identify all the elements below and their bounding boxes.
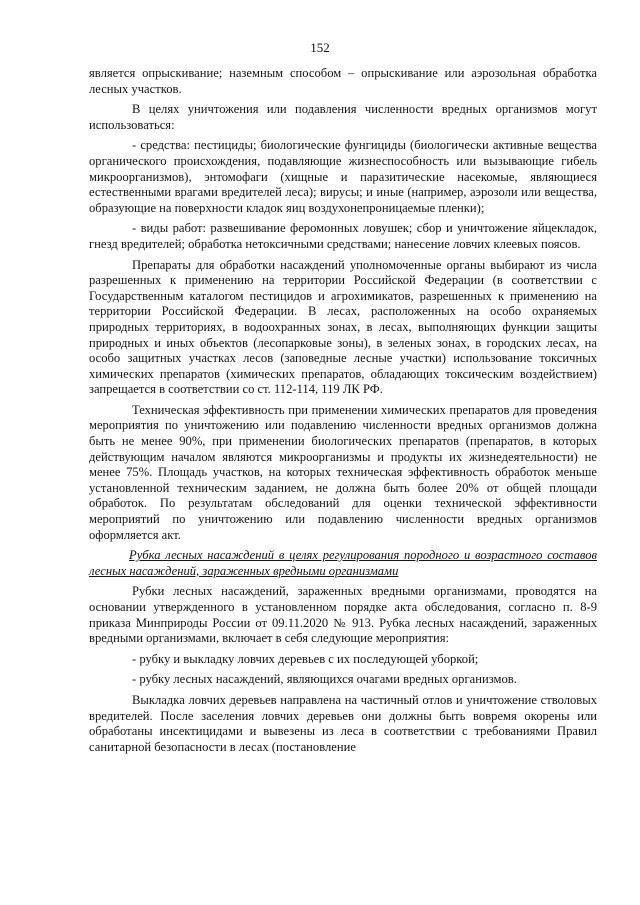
page-number: 152: [310, 40, 330, 55]
paragraph: Выкладка ловчих деревьев направлена на частичный отлов и уничтожение стволовых вредителей. После заселения ловчих деревьев они должны быть вовремя окорены или обработаны инсектицидами и вывезены из леса в соответствии с требованиями Правил санитарной безопасности в лесах (постановление: [89, 692, 597, 754]
paragraph: Рубки лесных насаждений, зараженных вредными организмами, проводятся на основании утвержденного в установленном порядке акта обследования, согласно п. 8-9 приказа Минприроды России от 09.11.2020 № 913. Рубка лесных насаждений, зараженных вредными организмами, включает в себя следующие мероприятия:: [89, 584, 597, 646]
section-heading: Рубка лесных насаждений в целях регулирования породного и возрастного составов лесных насаждений, зараженных вредными организмами: [89, 548, 597, 578]
paragraph: Техническая эффективность при применении химических препаратов для проведения мероприятия по уничтожению или подавлению численности вредных организмов должна быть не менее 90%, при применении биологических препаратов (препаратов, в которых действующим началом являются микроорганизмы и продукты их жизнедеятельности) не менее 75%. Площадь участков, на которых техническая эффективность обработок меньше установленной техническим заданием, не должна быть более 20% от общей площади обработок. По результатам обследований для оценки технической эффективности мероприятий по уничтожению или подавлению численности вредных организмов оформляется акт.: [89, 402, 597, 542]
paragraph: Препараты для обработки насаждений уполномоченные органы выбирают из числа разрешенных к применению на территории Российской Федерации (в соответствии с Государственным каталогом пестицидов и агрохимикатов, разрешенных к применению на территории Российской Федерации. В лесах, расположенных на особо охраняемых природных территориях, в водоохранных зонах, в лесах, выполняющих функции защиты природных и иных объектов (лесопарковые зоны), в зеленых зонах, в городских лесах, на особо защитных участках лесов (заповедные лесные участки) использование токсичных химических препаратов (химических препаратов, обладающих токсическим воздействием) запрещается в соответствии со ст. 112-114, 119 ЛК РФ.: [89, 257, 597, 397]
list-item: - рубку лесных насаждений, являющихся очагами вредных организмов.: [132, 672, 517, 687]
list-item: - средства: пестициды; биологические фунгициды (биологически активные вещества органического происхождения, подавляющие жизнеспособность или вызывающие гибель микроорганизмов), энтомофаги (хищные и паразитические насекомые, являющиеся естественными врагами вредителей леса); вирусы; и иные (например, аэрозоли или вещества, образующие на поверхности кладок яиц воздухонепроницаемые пленки);: [89, 138, 597, 215]
paragraph: В целях уничтожения или подавления численности вредных организмов могут использоваться:: [89, 102, 597, 132]
paragraph: является опрыскивание; наземным способом – опрыскивание или аэрозольная обработка лесных участков.: [89, 66, 597, 96]
page-body: [89, 66, 597, 755]
list-item: - виды работ: развешивание феромонных ловушек; сбор и уничтожение яйцекладок, гнезд вредителей; обработка нетоксичными средствами; нанесение ловчих клеевых поясов.: [89, 221, 597, 251]
list-item: - рубку и выкладку ловчих деревьев с их последующей уборкой;: [132, 651, 479, 666]
